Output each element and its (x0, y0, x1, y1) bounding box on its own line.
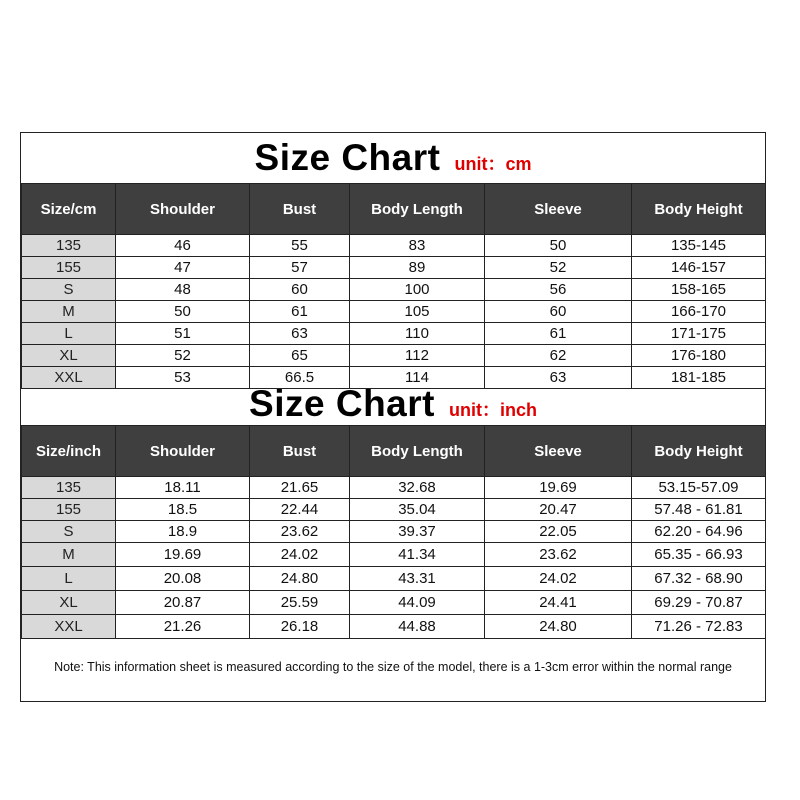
body-length-cell: 114 (350, 367, 485, 389)
shoulder-cell: 18.11 (116, 477, 250, 499)
size-cell: 155 (22, 257, 116, 279)
cm-header-body-length: Body Length (350, 184, 485, 235)
size-cell: S (22, 521, 116, 543)
shoulder-cell: 20.87 (116, 591, 250, 615)
body-length-cell: 44.09 (350, 591, 485, 615)
inch-header-shoulder: Shoulder (116, 426, 250, 477)
size-cell: L (22, 323, 116, 345)
body-height-cell: 181-185 (632, 367, 766, 389)
size-cell: 135 (22, 477, 116, 499)
cm-header-shoulder: Shoulder (116, 184, 250, 235)
sleeve-cell: 20.47 (485, 499, 632, 521)
bust-cell: 24.80 (250, 567, 350, 591)
cm-header-body-height: Body Height (632, 184, 766, 235)
inch-title: Size Chart (249, 383, 435, 424)
cm-header-sleeve: Sleeve (485, 184, 632, 235)
size-cell: XL (22, 345, 116, 367)
body-length-cell: 112 (350, 345, 485, 367)
body-height-cell: 135-145 (632, 235, 766, 257)
size-cell: M (22, 543, 116, 567)
inch-header-body-length: Body Length (350, 426, 485, 477)
table-row (22, 591, 766, 615)
sleeve-cell: 22.05 (485, 521, 632, 543)
bust-cell: 65 (250, 345, 350, 367)
shoulder-cell: 21.26 (116, 615, 250, 639)
size-cell: L (22, 567, 116, 591)
inch-header-row (22, 426, 766, 477)
bust-cell: 55 (250, 235, 350, 257)
body-height-cell: 67.32 - 68.90 (632, 567, 766, 591)
bust-cell: 22.44 (250, 499, 350, 521)
bust-cell: 26.18 (250, 615, 350, 639)
table-row (22, 615, 766, 639)
body-height-cell: 53.15-57.09 (632, 477, 766, 499)
body-height-cell: 69.29 - 70.87 (632, 591, 766, 615)
shoulder-cell: 19.69 (116, 543, 250, 567)
table-row (22, 323, 766, 345)
body-length-cell: 43.31 (350, 567, 485, 591)
cm-header-bust: Bust (250, 184, 350, 235)
bust-cell: 63 (250, 323, 350, 345)
cm-size-table (21, 183, 766, 389)
bust-cell: 66.5 (250, 367, 350, 389)
cm-title: Size Chart (254, 137, 441, 178)
shoulder-cell: 20.08 (116, 567, 250, 591)
body-height-cell: 71.26 - 72.83 (632, 615, 766, 639)
cm-header-size: Size/cm (22, 184, 116, 235)
bust-cell: 25.59 (250, 591, 350, 615)
size-cell: 135 (22, 235, 116, 257)
body-length-cell: 89 (350, 257, 485, 279)
inch-unit-label: unit：inch (448, 400, 537, 420)
sleeve-cell: 61 (485, 323, 632, 345)
shoulder-cell: 46 (116, 235, 250, 257)
body-length-cell: 100 (350, 279, 485, 301)
sleeve-cell: 50 (485, 235, 632, 257)
size-cell: 155 (22, 499, 116, 521)
sleeve-cell: 19.69 (485, 477, 632, 499)
body-length-cell: 32.68 (350, 477, 485, 499)
table-row (22, 543, 766, 567)
bust-cell: 61 (250, 301, 350, 323)
body-height-cell: 158-165 (632, 279, 766, 301)
size-cell: XXL (22, 615, 116, 639)
table-row (22, 521, 766, 543)
cm-unit-label: unit：cm (454, 154, 532, 174)
shoulder-cell: 48 (116, 279, 250, 301)
bust-cell: 21.65 (250, 477, 350, 499)
body-length-cell: 44.88 (350, 615, 485, 639)
sleeve-cell: 24.02 (485, 567, 632, 591)
size-cell: M (22, 301, 116, 323)
table-row (22, 477, 766, 499)
table-row (22, 301, 766, 323)
sleeve-cell: 60 (485, 301, 632, 323)
sleeve-cell: 52 (485, 257, 632, 279)
bust-cell: 24.02 (250, 543, 350, 567)
inch-header-sleeve: Sleeve (485, 426, 632, 477)
sleeve-cell: 24.80 (485, 615, 632, 639)
table-row (22, 235, 766, 257)
measurement-note: Note: This information sheet is measured according to the size of the model, there is a 1-3cm error within the normal range (54, 660, 732, 674)
sleeve-cell: 62 (485, 345, 632, 367)
size-chart-sheet (20, 132, 766, 702)
body-height-cell: 176-180 (632, 345, 766, 367)
body-height-cell: 62.20 - 64.96 (632, 521, 766, 543)
sleeve-cell: 63 (485, 367, 632, 389)
inch-size-table (21, 425, 766, 639)
body-length-cell: 39.37 (350, 521, 485, 543)
table-row (22, 279, 766, 301)
body-height-cell: 146-157 (632, 257, 766, 279)
table-row (22, 257, 766, 279)
size-cell: XXL (22, 367, 116, 389)
shoulder-cell: 51 (116, 323, 250, 345)
body-length-cell: 110 (350, 323, 485, 345)
body-height-cell: 65.35 - 66.93 (632, 543, 766, 567)
bust-cell: 60 (250, 279, 350, 301)
body-length-cell: 83 (350, 235, 485, 257)
size-cell: XL (22, 591, 116, 615)
shoulder-cell: 52 (116, 345, 250, 367)
body-length-cell: 41.34 (350, 543, 485, 567)
inch-title-row (21, 383, 765, 427)
body-length-cell: 105 (350, 301, 485, 323)
table-row (22, 567, 766, 591)
shoulder-cell: 53 (116, 367, 250, 389)
inch-header-bust: Bust (250, 426, 350, 477)
body-height-cell: 166-170 (632, 301, 766, 323)
table-row (22, 345, 766, 367)
sleeve-cell: 56 (485, 279, 632, 301)
shoulder-cell: 18.5 (116, 499, 250, 521)
shoulder-cell: 18.9 (116, 521, 250, 543)
sleeve-cell: 23.62 (485, 543, 632, 567)
shoulder-cell: 47 (116, 257, 250, 279)
size-cell: S (22, 279, 116, 301)
inch-header-body-height: Body Height (632, 426, 766, 477)
bust-cell: 57 (250, 257, 350, 279)
body-height-cell: 171-175 (632, 323, 766, 345)
table-row (22, 499, 766, 521)
cm-header-row (22, 184, 766, 235)
sleeve-cell: 24.41 (485, 591, 632, 615)
shoulder-cell: 50 (116, 301, 250, 323)
body-height-cell: 57.48 - 61.81 (632, 499, 766, 521)
body-length-cell: 35.04 (350, 499, 485, 521)
inch-header-size: Size/inch (22, 426, 116, 477)
cm-title-row (21, 133, 765, 183)
bust-cell: 23.62 (250, 521, 350, 543)
